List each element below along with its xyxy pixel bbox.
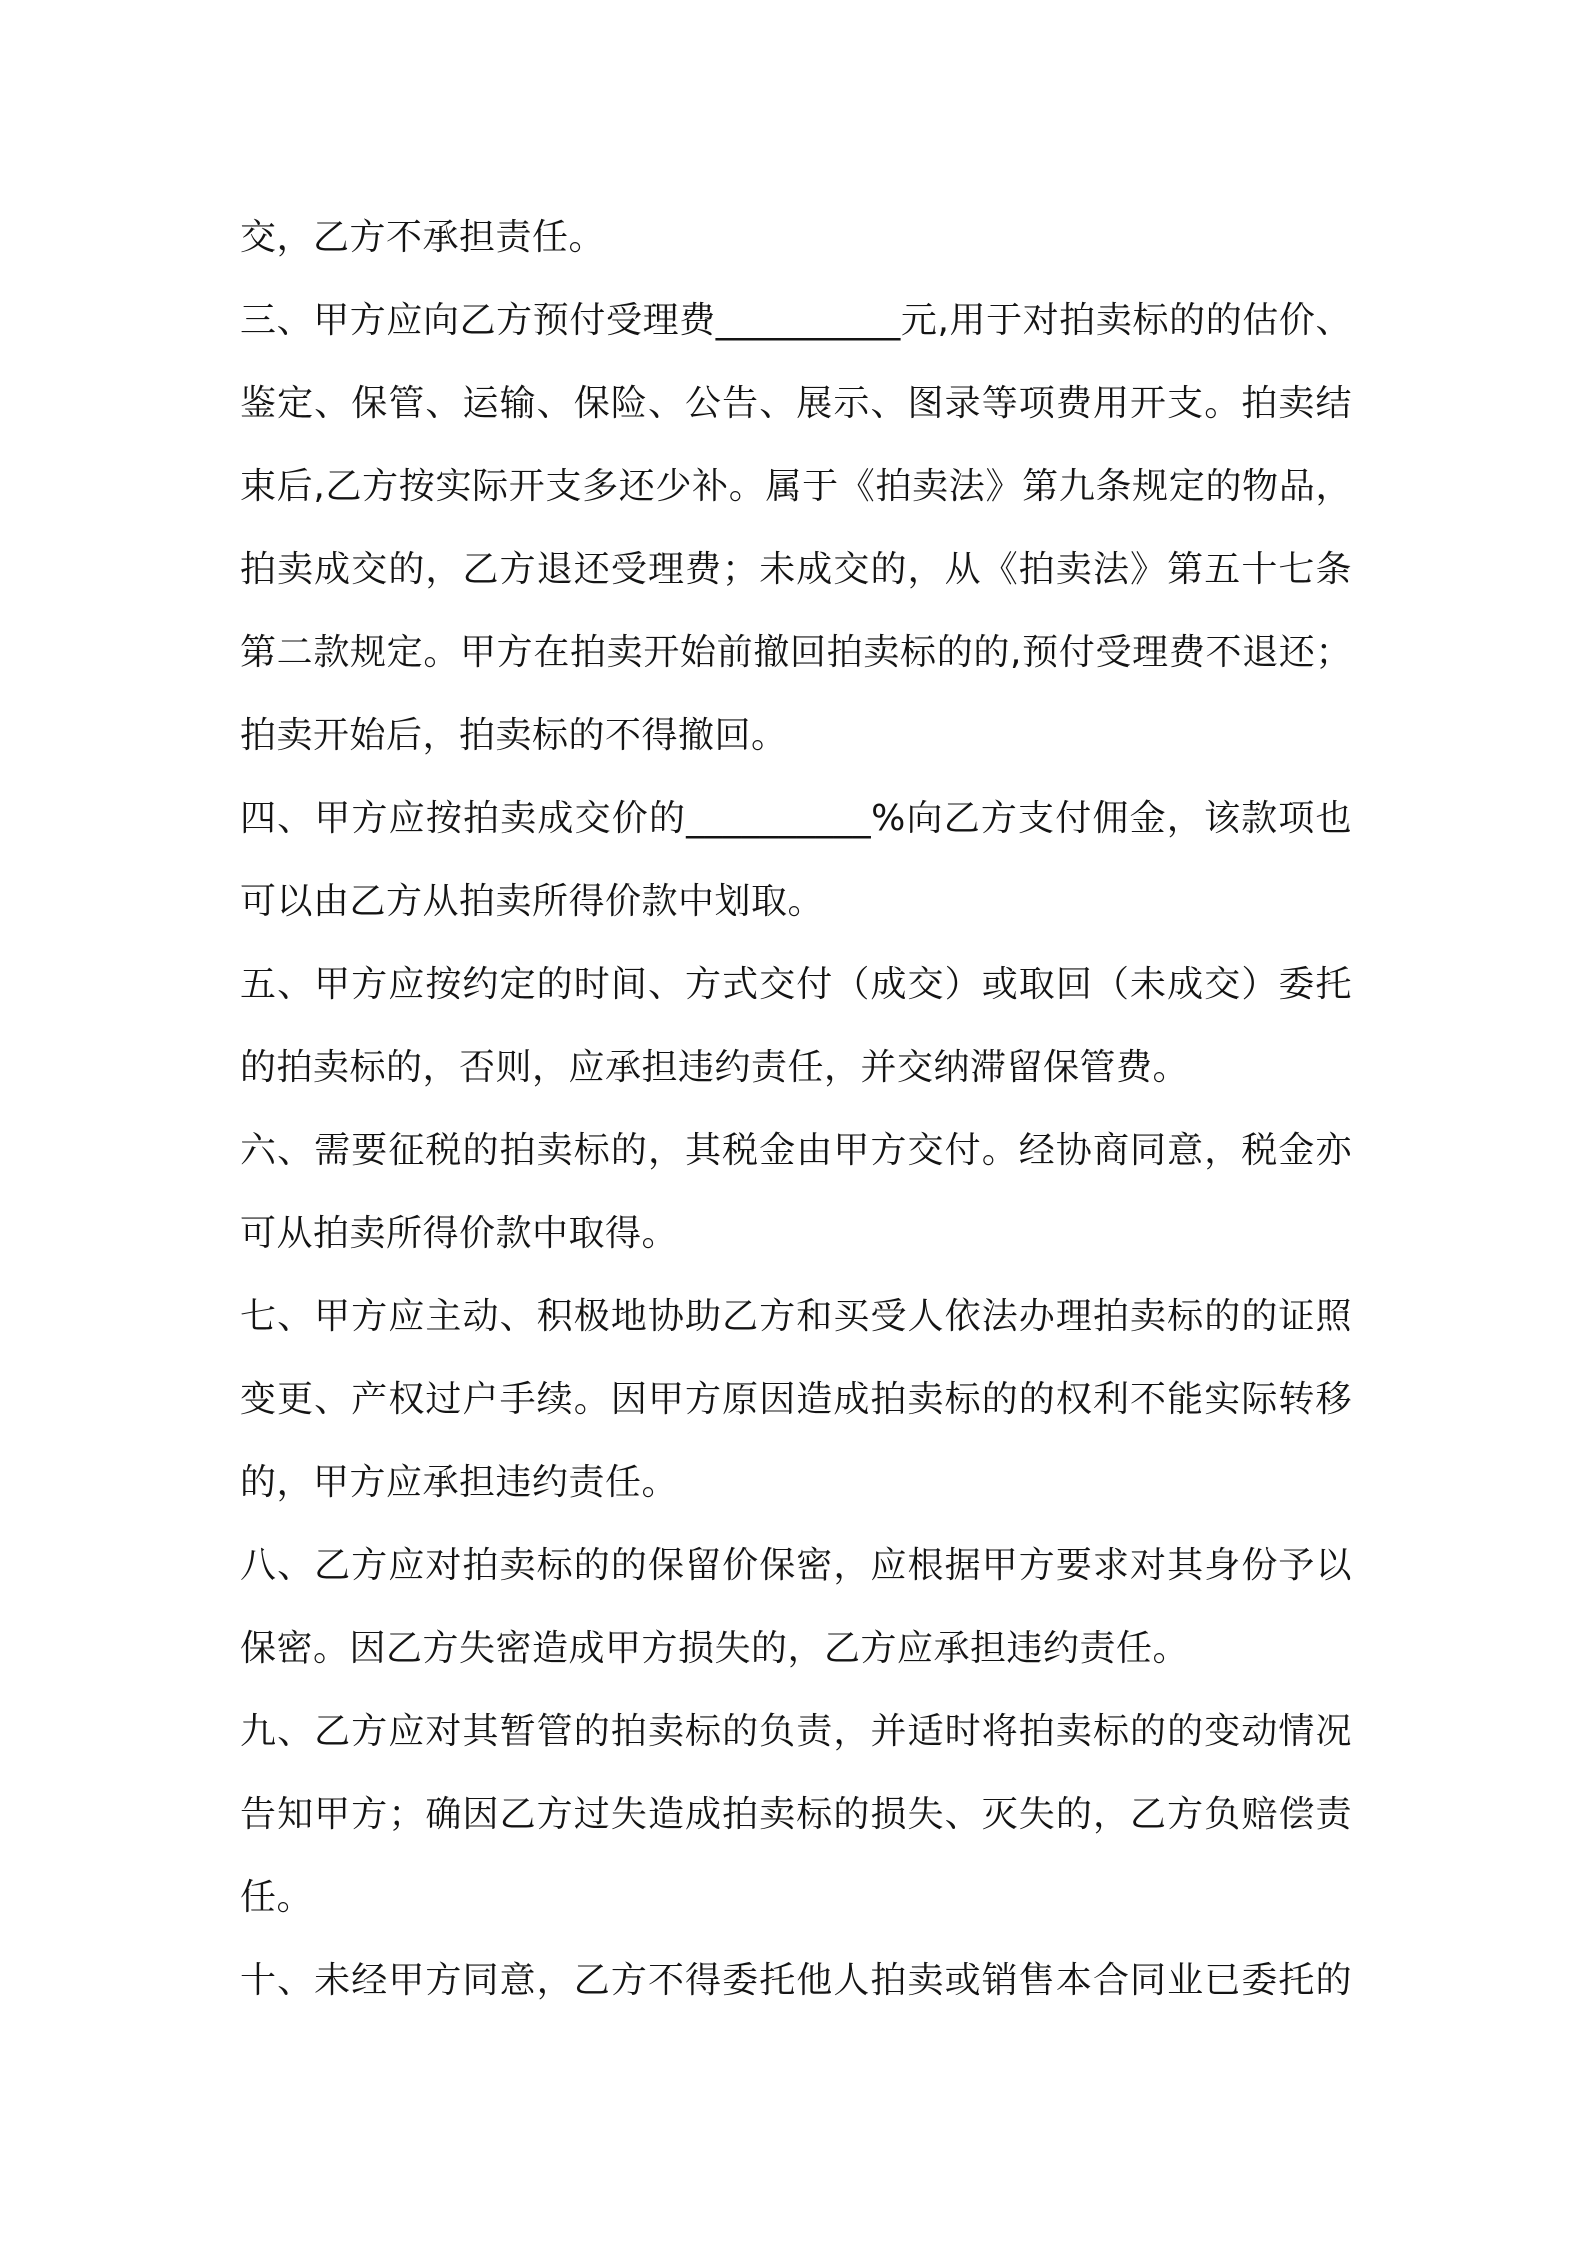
text-line-5: 拍卖成交的，乙方退还受理费；未成交的，从《拍卖法》第五十七条 <box>240 549 1352 590</box>
text-line-12: 六、需要征税的拍卖标的，其税金由甲方交付。经协商同意，税金亦 <box>240 1130 1352 1171</box>
text-line-16: 的，甲方应承担违约责任。 <box>240 1462 679 1503</box>
text-line-22: 十、未经甲方同意，乙方不得委托他人拍卖或销售本合同业已委托的 <box>240 1960 1352 2001</box>
text-line-3: 鉴定、保管、运输、保险、公告、展示、图录等项费用开支。拍卖结 <box>240 383 1352 424</box>
contract-text <box>240 196 1352 2022</box>
text-line-6: 第二款规定。甲方在拍卖开始前撤回拍卖标的的,预付受理费不退还； <box>240 632 1352 673</box>
text-line-13: 可从拍卖所得价款中取得。 <box>240 1213 679 1254</box>
text-line-10: 五、甲方应按约定的时间、方式交付（成交）或取回（未成交）委托 <box>240 964 1352 1005</box>
text-line-8: 四、甲方应按拍卖成交价的__________%向乙方支付佣金，该款项也 <box>240 798 1352 839</box>
text-line-18: 保密。因乙方失密造成甲方损失的，乙方应承担违约责任。 <box>240 1628 1190 1669</box>
text-line-17: 八、乙方应对拍卖标的的保留价保密，应根据甲方要求对其身份予以 <box>240 1545 1352 1586</box>
text-line-1: 交，乙方不承担责任。 <box>240 217 606 258</box>
text-line-20: 告知甲方；确因乙方过失造成拍卖标的损失、灭失的，乙方负赔偿责 <box>240 1794 1352 1835</box>
text-line-9: 可以由乙方从拍卖所得价款中划取。 <box>240 881 825 922</box>
text-line-4: 束后,乙方按实际开支多还少补。属于《拍卖法》第九条规定的物品， <box>240 466 1352 507</box>
text-line-7: 拍卖开始后，拍卖标的不得撤回。 <box>240 715 788 756</box>
text-line-2: 三、甲方应向乙方预付受理费__________元,用于对拍卖标的的估价、 <box>240 300 1352 341</box>
text-line-11: 的拍卖标的，否则，应承担违约责任，并交纳滞留保管费。 <box>240 1047 1190 1088</box>
text-line-15: 变更、产权过户手续。因甲方原因造成拍卖标的的权利不能实际转移 <box>240 1379 1352 1420</box>
text-line-14: 七、甲方应主动、积极地协助乙方和买受人依法办理拍卖标的的证照 <box>240 1296 1352 1337</box>
text-line-19: 九、乙方应对其暂管的拍卖标的负责，并适时将拍卖标的的变动情况 <box>240 1711 1352 1752</box>
text-line-21: 任。 <box>240 1877 314 1918</box>
